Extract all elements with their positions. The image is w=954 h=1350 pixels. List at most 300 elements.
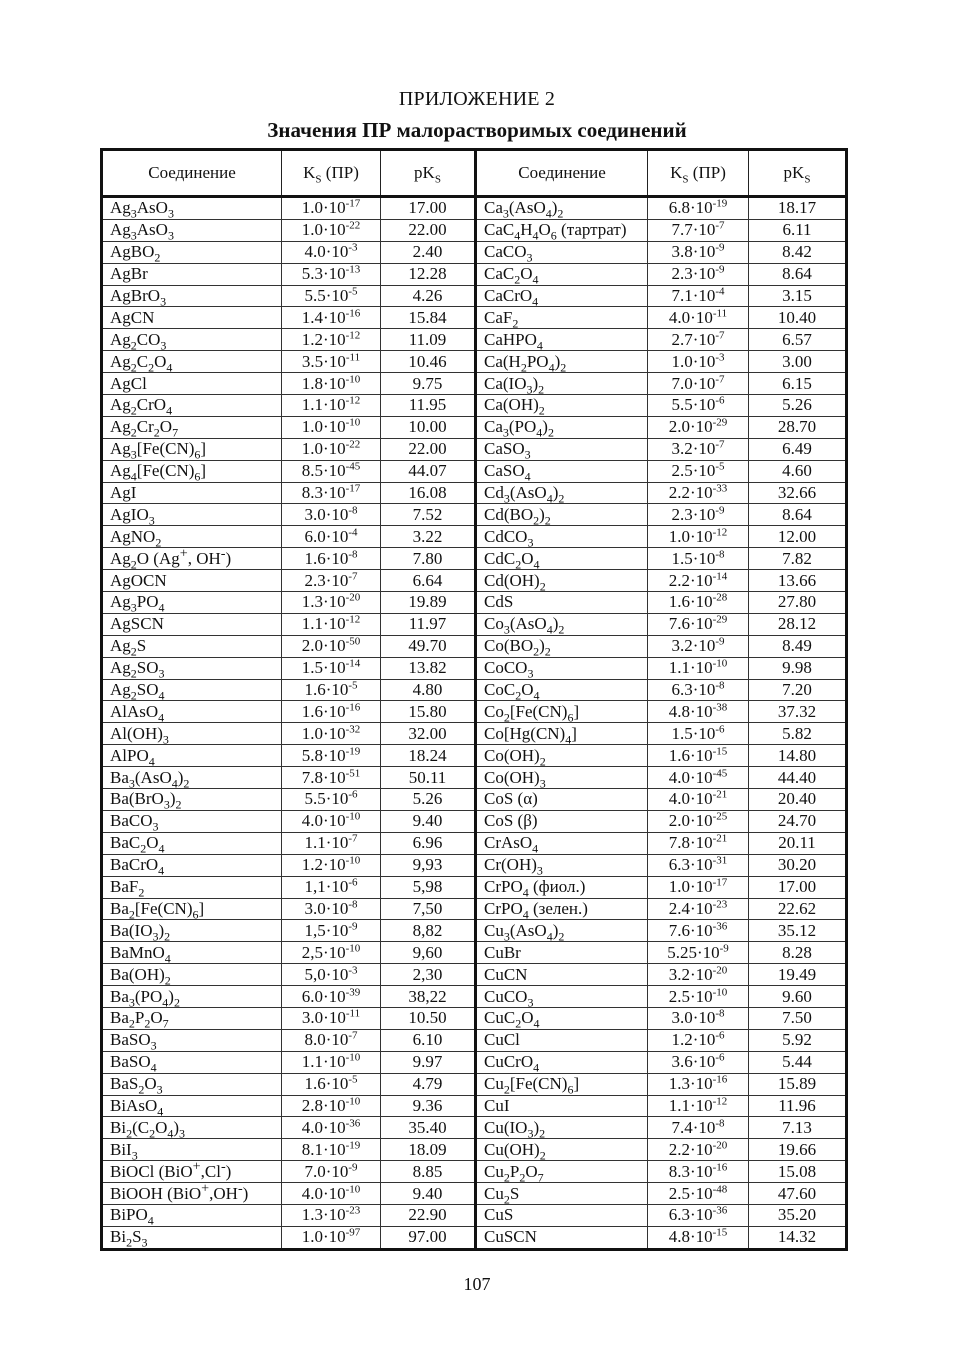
ks-cell: $1.6\cdot 10^{-5}$ <box>282 1073 381 1095</box>
table-row <box>102 416 847 438</box>
pks-cell: 8.28 <box>749 942 847 964</box>
compound-cell: $Ag_2SO_3$ <box>102 657 282 679</box>
ks-cell: $6.0\cdot 10^{-39}$ <box>282 986 381 1008</box>
pks-cell: 22.00 <box>381 219 476 241</box>
pks-cell: 9.97 <box>381 1051 476 1073</box>
pks-cell: 8.42 <box>749 241 847 263</box>
ks-cell: $2.5\cdot 10^{-5}$ <box>648 460 749 482</box>
table-row <box>102 657 847 679</box>
compound-cell: CoCO$_3$ <box>476 657 648 679</box>
compound-cell: $CdC_2O_4$ <box>476 548 648 570</box>
compound-cell: AgI <box>102 482 282 504</box>
ks-cell: $4.0\cdot 10^{-3}$ <box>282 241 381 263</box>
pks-cell: 11.97 <box>381 613 476 635</box>
table-row <box>102 241 847 263</box>
ks-cell: $8.5\cdot 10^{-45}$ <box>282 460 381 482</box>
ks-cell: $3.2\cdot 10^{-20}$ <box>648 964 749 986</box>
ks-cell: $4.0\cdot 10^{-21}$ <box>648 789 749 811</box>
ks-cell: $4.0\cdot 10^{-11}$ <box>648 307 749 329</box>
pks-cell: 14.80 <box>749 745 847 767</box>
ks-cell: $2.0\cdot 10^{-25}$ <box>648 810 749 832</box>
ks-cell: $1.1\cdot 10^{-12}$ <box>648 1095 749 1117</box>
ks-cell: $7.6\cdot 10^{-36}$ <box>648 920 749 942</box>
pks-cell: 2.40 <box>381 241 476 263</box>
ks-cell: $1.6\cdot 10^{-8}$ <box>282 548 381 570</box>
table-row <box>102 789 847 811</box>
ks-cell: $7.4\cdot 10^{-8}$ <box>648 1117 749 1139</box>
table-row <box>102 1139 847 1161</box>
ks-cell: $2.2\cdot 10^{-33}$ <box>648 482 749 504</box>
pks-cell: 32.00 <box>381 723 476 745</box>
ks-cell: $6.3\cdot 10^{-36}$ <box>648 1204 749 1226</box>
table-row <box>102 767 847 789</box>
table-row <box>102 263 847 285</box>
pks-cell: 17.00 <box>749 876 847 898</box>
pks-cell: 7.80 <box>381 548 476 570</box>
compound-cell: BiAsO$_4$ <box>102 1095 282 1117</box>
table-row <box>102 351 847 373</box>
solubility-table-container <box>100 148 845 1251</box>
table-row <box>102 1226 847 1249</box>
pks-cell: 4.80 <box>381 679 476 701</box>
ks-cell: $2.3\cdot 10^{-9}$ <box>648 263 749 285</box>
pks-cell: 17.00 <box>381 197 476 220</box>
compound-cell: $Ba_2P_2O_7$ <box>102 1007 282 1029</box>
compound-cell: $Cu(IO_3)_2$ <box>476 1117 648 1139</box>
compound-cell: $Ag_3AsO_3$ <box>102 197 282 220</box>
table-row <box>102 1161 847 1183</box>
compound-cell: AgBrO$_3$ <box>102 285 282 307</box>
compound-cell: $Ba(IO_3)_2$ <box>102 920 282 942</box>
table-row <box>102 197 847 220</box>
ks-cell: $1.0\cdot 10^{-32}$ <box>282 723 381 745</box>
pks-cell: 5.44 <box>749 1051 847 1073</box>
ks-cell: $2.7\cdot 10^{-7}$ <box>648 329 749 351</box>
compound-cell: $Ca_3(PO_4)_2$ <box>476 416 648 438</box>
pks-cell: 15.84 <box>381 307 476 329</box>
ks-cell: $1.0\cdot 10^{-97}$ <box>282 1226 381 1249</box>
pks-cell: 20.40 <box>749 789 847 811</box>
compound-cell: BaSO$_4$ <box>102 1051 282 1073</box>
compound-cell: $Ba(OH)_2$ <box>102 964 282 986</box>
compound-cell: $Co(OH)_3$ <box>476 767 648 789</box>
pks-cell: 9,93 <box>381 854 476 876</box>
ks-cell: $4.0\cdot 10^{-45}$ <box>648 767 749 789</box>
pks-cell: 7.20 <box>749 679 847 701</box>
pks-cell: 22.00 <box>381 438 476 460</box>
pks-cell: 9.40 <box>381 810 476 832</box>
pks-cell: 32.66 <box>749 482 847 504</box>
compound-cell: $Cr(OH)_3$ <box>476 854 648 876</box>
ks-cell: $7.0\cdot 10^{-9}$ <box>282 1161 381 1183</box>
pks-cell: 7.50 <box>749 1007 847 1029</box>
ks-cell: $1.2\cdot 10^{-6}$ <box>648 1029 749 1051</box>
table-row <box>102 810 847 832</box>
compound-cell: CuCrO$_4$ <box>476 1051 648 1073</box>
compound-cell: $Cd(OH)_2$ <box>476 570 648 592</box>
ks-cell: $1.5\cdot 10^{-8}$ <box>648 548 749 570</box>
compound-cell: BiPO$_4$ <box>102 1204 282 1226</box>
compound-cell: $Cd_3(AsO_4)_2$ <box>476 482 648 504</box>
ks-cell: $3.0\cdot 10^{-8}$ <box>648 1007 749 1029</box>
pks-cell: 12.00 <box>749 526 847 548</box>
compound-cell: BiOCl (BiO+,Cl-) <box>102 1161 282 1183</box>
ks-cell: $1.1\cdot 10^{-10}$ <box>648 657 749 679</box>
ks-cell: $4.0\cdot 10^{-36}$ <box>282 1117 381 1139</box>
ks-cell: $5,0\cdot 10^{-3}$ <box>282 964 381 986</box>
pks-cell: 49.70 <box>381 635 476 657</box>
table-row <box>102 526 847 548</box>
compound-cell: AgCl <box>102 373 282 395</box>
ks-cell: $1.1\cdot 10^{-12}$ <box>282 395 381 417</box>
pks-cell: 14.32 <box>749 1226 847 1249</box>
table-row <box>102 613 847 635</box>
compound-cell: $Co_3(AsO_4)_2$ <box>476 613 648 635</box>
ks-cell: $3.5\cdot 10^{-11}$ <box>282 351 381 373</box>
table-row <box>102 832 847 854</box>
pks-cell: 6.49 <box>749 438 847 460</box>
compound-cell: $Ag_4[Fe(CN)_6]$ <box>102 460 282 482</box>
table-row <box>102 679 847 701</box>
pks-cell: 11.95 <box>381 395 476 417</box>
ks-cell: $3.8\cdot 10^{-9}$ <box>648 241 749 263</box>
ks-cell: $1,1\cdot 10^{-6}$ <box>282 876 381 898</box>
compound-cell: AlPO$_4$ <box>102 745 282 767</box>
compound-cell: CaF$_2$ <box>476 307 648 329</box>
pks-cell: 7.52 <box>381 504 476 526</box>
compound-cell: $Ag_2C_2O_4$ <box>102 351 282 373</box>
table-row <box>102 504 847 526</box>
table-row <box>102 592 847 614</box>
compound-cell: $Ag_2O$ (Ag+, OH-) <box>102 548 282 570</box>
pks-cell: 6.15 <box>749 373 847 395</box>
compound-cell: BaCrO$_4$ <box>102 854 282 876</box>
column-header-compound: Соединение <box>476 150 648 197</box>
ks-cell: $6.0\cdot 10^{-4}$ <box>282 526 381 548</box>
ks-cell: $2.5\cdot 10^{-10}$ <box>648 986 749 1008</box>
compound-cell: $Ag_3AsO_3$ <box>102 219 282 241</box>
table-row <box>102 438 847 460</box>
ks-cell: $5.5\cdot 10^{-5}$ <box>282 285 381 307</box>
table-row <box>102 920 847 942</box>
compound-cell: AgBr <box>102 263 282 285</box>
ks-cell: $2.3\cdot 10^{-7}$ <box>282 570 381 592</box>
ks-cell: $1.2\cdot 10^{-10}$ <box>282 854 381 876</box>
pks-cell: 5.26 <box>381 789 476 811</box>
ks-cell: $1.2\cdot 10^{-12}$ <box>282 329 381 351</box>
ks-cell: $5.8\cdot 10^{-19}$ <box>282 745 381 767</box>
compound-cell: CuCN <box>476 964 648 986</box>
compound-cell: CaHPO$_4$ <box>476 329 648 351</box>
compound-cell: $Ca_3(AsO_4)_2$ <box>476 197 648 220</box>
compound-cell: CuSCN <box>476 1226 648 1249</box>
pks-cell: 20.11 <box>749 832 847 854</box>
pks-cell: 9.36 <box>381 1095 476 1117</box>
compound-cell: BiI$_3$ <box>102 1139 282 1161</box>
ks-cell: $1.0\cdot 10^{-22}$ <box>282 219 381 241</box>
compound-cell: $Cu_2S$ <box>476 1183 648 1205</box>
compound-cell: $Ag_2CrO_4$ <box>102 395 282 417</box>
ks-cell: $2.3\cdot 10^{-9}$ <box>648 504 749 526</box>
compound-cell: $Ba_3(AsO_4)_2$ <box>102 767 282 789</box>
table-row <box>102 1051 847 1073</box>
compound-cell: $Co[Hg(CN)_4]$ <box>476 723 648 745</box>
pks-cell: 47.60 <box>749 1183 847 1205</box>
pks-cell: 4.26 <box>381 285 476 307</box>
solubility-product-table <box>100 148 848 1251</box>
compound-cell: BaMnO$_4$ <box>102 942 282 964</box>
pks-cell: 35.40 <box>381 1117 476 1139</box>
table-header-row <box>102 150 847 197</box>
pks-cell: 35.20 <box>749 1204 847 1226</box>
table-row <box>102 1183 847 1205</box>
table-row <box>102 1007 847 1029</box>
column-header-ks: $K_S$ (ПР) <box>282 150 381 197</box>
pks-cell: 6.57 <box>749 329 847 351</box>
pks-cell: 7.13 <box>749 1117 847 1139</box>
ks-cell: $1.6\cdot 10^{-5}$ <box>282 679 381 701</box>
ks-cell: $2.0\cdot 10^{-50}$ <box>282 635 381 657</box>
compound-cell: AgOCN <box>102 570 282 592</box>
compound-cell: $Cu_2P_2O_7$ <box>476 1161 648 1183</box>
pks-cell: 13.82 <box>381 657 476 679</box>
ks-cell: $7.8\cdot 10^{-21}$ <box>648 832 749 854</box>
pks-cell: 7.82 <box>749 548 847 570</box>
ks-cell: $7.8\cdot 10^{-51}$ <box>282 767 381 789</box>
ks-cell: $8.3\cdot 10^{-17}$ <box>282 482 381 504</box>
compound-cell: $Cu(OH)_2$ <box>476 1139 648 1161</box>
compound-cell: AgSCN <box>102 613 282 635</box>
ks-cell: $3.0\cdot 10^{-11}$ <box>282 1007 381 1029</box>
pks-cell: 8.64 <box>749 504 847 526</box>
compound-cell: $BaC_2O_4$ <box>102 832 282 854</box>
table-row <box>102 898 847 920</box>
table-title: Значения ПР малорастворимых соединений <box>267 118 687 142</box>
compound-cell: $Ca(OH)_2$ <box>476 395 648 417</box>
compound-cell: CuI <box>476 1095 648 1117</box>
compound-cell: $Bi_2(C_2O_4)_3$ <box>102 1117 282 1139</box>
pks-cell: 11.09 <box>381 329 476 351</box>
ks-cell: $5.3\cdot 10^{-13}$ <box>282 263 381 285</box>
compound-cell: CaSO$_4$ <box>476 460 648 482</box>
compound-cell: CuS <box>476 1204 648 1226</box>
column-header-pks: $pK_S$ <box>749 150 847 197</box>
ks-cell: $3.2\cdot 10^{-9}$ <box>648 635 749 657</box>
pks-cell: 9.40 <box>381 1183 476 1205</box>
table-row <box>102 876 847 898</box>
table-row <box>102 219 847 241</box>
page-number: 107 <box>463 1274 491 1294</box>
compound-cell: CaSO$_3$ <box>476 438 648 460</box>
ks-cell: $4.8\cdot 10^{-38}$ <box>648 701 749 723</box>
table-row <box>102 854 847 876</box>
pks-cell: 16.08 <box>381 482 476 504</box>
pks-cell: 8,82 <box>381 920 476 942</box>
compound-cell: $Al(OH)_3$ <box>102 723 282 745</box>
compound-cell: BaCO$_3$ <box>102 810 282 832</box>
ks-cell: $6.3\cdot 10^{-31}$ <box>648 854 749 876</box>
pks-cell: 9.98 <box>749 657 847 679</box>
ks-cell: $2.5\cdot 10^{-48}$ <box>648 1183 749 1205</box>
pks-cell: 6.64 <box>381 570 476 592</box>
pks-cell: 9.60 <box>749 986 847 1008</box>
compound-cell: $Ba(BrO_3)_2$ <box>102 789 282 811</box>
table-row <box>102 723 847 745</box>
ks-cell: $1.0\cdot 10^{-17}$ <box>282 197 381 220</box>
table-row <box>102 986 847 1008</box>
pks-cell: 24.70 <box>749 810 847 832</box>
ks-cell: $1.3\cdot 10^{-20}$ <box>282 592 381 614</box>
pks-cell: 5.26 <box>749 395 847 417</box>
pks-cell: 3.00 <box>749 351 847 373</box>
ks-cell: $1.6\cdot 10^{-15}$ <box>648 745 749 767</box>
pks-cell: 6.96 <box>381 832 476 854</box>
pks-cell: 6.11 <box>749 219 847 241</box>
compound-cell: $Cu_3(AsO_4)_2$ <box>476 920 648 942</box>
pks-cell: 15.89 <box>749 1073 847 1095</box>
pks-cell: 44.40 <box>749 767 847 789</box>
pks-cell: 27.80 <box>749 592 847 614</box>
ks-cell: $6.8\cdot 10^{-19}$ <box>648 197 749 220</box>
compound-cell: AgNO$_2$ <box>102 526 282 548</box>
column-header-ks: $K_S$ (ПР) <box>648 150 749 197</box>
ks-cell: $1.5\cdot 10^{-14}$ <box>282 657 381 679</box>
pks-cell: 5,98 <box>381 876 476 898</box>
table-row <box>102 964 847 986</box>
ks-cell: $3.0\cdot 10^{-8}$ <box>282 504 381 526</box>
table-row <box>102 285 847 307</box>
compound-cell: $Ag_2SO_4$ <box>102 679 282 701</box>
compound-cell: CoS (β) <box>476 810 648 832</box>
pks-cell: 28.70 <box>749 416 847 438</box>
ks-cell: $4.0\cdot 10^{-10}$ <box>282 1183 381 1205</box>
ks-cell: $7.7\cdot 10^{-7}$ <box>648 219 749 241</box>
pks-cell: 15.80 <box>381 701 476 723</box>
ks-cell: $1.0\cdot 10^{-3}$ <box>648 351 749 373</box>
compound-cell: BiOOH (BiO+,OH-) <box>102 1183 282 1205</box>
compound-cell: $Cu_2[Fe(CN)_6]$ <box>476 1073 648 1095</box>
ks-cell: $5.25\cdot 10^{-9}$ <box>648 942 749 964</box>
pks-cell: 50.11 <box>381 767 476 789</box>
compound-cell: $Co(BO_2)_2$ <box>476 635 648 657</box>
pks-cell: 15.08 <box>749 1161 847 1183</box>
ks-cell: $1.0\cdot 10^{-12}$ <box>648 526 749 548</box>
pks-cell: 13.66 <box>749 570 847 592</box>
ks-cell: $1.8\cdot 10^{-10}$ <box>282 373 381 395</box>
pks-cell: 37.32 <box>749 701 847 723</box>
compound-cell: $CaC_4H_4O_6$ (тартрат) <box>476 219 648 241</box>
compound-cell: AgBO$_2$ <box>102 241 282 263</box>
pks-cell: 5.82 <box>749 723 847 745</box>
table-row <box>102 635 847 657</box>
compound-cell: $Ca(IO_3)_2$ <box>476 373 648 395</box>
pks-cell: 4.60 <box>749 460 847 482</box>
column-header-compound: Соединение <box>102 150 282 197</box>
pks-cell: 22.62 <box>749 898 847 920</box>
ks-cell: $1.0\cdot 10^{-22}$ <box>282 438 381 460</box>
ks-cell: $7.1\cdot 10^{-4}$ <box>648 285 749 307</box>
compound-cell: $Ag_3PO_4$ <box>102 592 282 614</box>
compound-cell: CuBr <box>476 942 648 964</box>
ks-cell: $1,5\cdot 10^{-9}$ <box>282 920 381 942</box>
compound-cell: $Ca(H_2PO_4)_2$ <box>476 351 648 373</box>
pks-cell: 3.22 <box>381 526 476 548</box>
ks-cell: $1.3\cdot 10^{-16}$ <box>648 1073 749 1095</box>
table-row <box>102 570 847 592</box>
table-row <box>102 701 847 723</box>
compound-cell: $CoC_2O_4$ <box>476 679 648 701</box>
table-row <box>102 1073 847 1095</box>
pks-cell: 44.07 <box>381 460 476 482</box>
pks-cell: 8.64 <box>749 263 847 285</box>
compound-cell: $Ba_2[Fe(CN)_6]$ <box>102 898 282 920</box>
compound-cell: CrPO$_4$ (зелен.) <box>476 898 648 920</box>
compound-cell: CdS <box>476 592 648 614</box>
pks-cell: 5.92 <box>749 1029 847 1051</box>
ks-cell: $2,5\cdot 10^{-10}$ <box>282 942 381 964</box>
ks-cell: $8.1\cdot 10^{-19}$ <box>282 1139 381 1161</box>
ks-cell: $3.6\cdot 10^{-6}$ <box>648 1051 749 1073</box>
compound-cell: $Ag_2S$ <box>102 635 282 657</box>
table-row <box>102 1095 847 1117</box>
compound-cell: $CuC_2O_4$ <box>476 1007 648 1029</box>
compound-cell: CaCrO$_4$ <box>476 285 648 307</box>
ks-cell: $7.0\cdot 10^{-7}$ <box>648 373 749 395</box>
column-header-pks: $pK_S$ <box>381 150 476 197</box>
pks-cell: 19.49 <box>749 964 847 986</box>
compound-cell: $Co_2[Fe(CN)_6]$ <box>476 701 648 723</box>
pks-cell: 22.90 <box>381 1204 476 1226</box>
table-row <box>102 329 847 351</box>
pks-cell: 8.49 <box>749 635 847 657</box>
compound-cell: $CaC_2O_4$ <box>476 263 648 285</box>
pks-cell: 97.00 <box>381 1226 476 1249</box>
appendix-heading: ПРИЛОЖЕНИЕ 2 <box>398 88 556 110</box>
ks-cell: $3.2\cdot 10^{-7}$ <box>648 438 749 460</box>
pks-cell: 10.46 <box>381 351 476 373</box>
compound-cell: CuCO$_3$ <box>476 986 648 1008</box>
table-row <box>102 1117 847 1139</box>
pks-cell: 19.66 <box>749 1139 847 1161</box>
pks-cell: 8.85 <box>381 1161 476 1183</box>
table-row <box>102 1204 847 1226</box>
table-row <box>102 460 847 482</box>
compound-cell: BaSO$_3$ <box>102 1029 282 1051</box>
ks-cell: $1.1\cdot 10^{-10}$ <box>282 1051 381 1073</box>
compound-cell: $BaS_2O_3$ <box>102 1073 282 1095</box>
pks-cell: 28.12 <box>749 613 847 635</box>
ks-cell: $1.4\cdot 10^{-16}$ <box>282 307 381 329</box>
ks-cell: $8.3\cdot 10^{-16}$ <box>648 1161 749 1183</box>
compound-cell: $Ag_2CO_3$ <box>102 329 282 351</box>
compound-cell: $Cd(BO_2)_2$ <box>476 504 648 526</box>
table-row <box>102 1029 847 1051</box>
ks-cell: $2.2\cdot 10^{-14}$ <box>648 570 749 592</box>
ks-cell: $2.2\cdot 10^{-20}$ <box>648 1139 749 1161</box>
table-row <box>102 307 847 329</box>
ks-cell: $3.0\cdot 10^{-8}$ <box>282 898 381 920</box>
compound-cell: AlAsO$_4$ <box>102 701 282 723</box>
ks-cell: $1.6\cdot 10^{-28}$ <box>648 592 749 614</box>
compound-cell: CoS (α) <box>476 789 648 811</box>
pks-cell: 18.24 <box>381 745 476 767</box>
pks-cell: 12.28 <box>381 263 476 285</box>
compound-cell: $Co(OH)_2$ <box>476 745 648 767</box>
ks-cell: $2.8\cdot 10^{-10}$ <box>282 1095 381 1117</box>
compound-cell: $Bi_2S_3$ <box>102 1226 282 1249</box>
ks-cell: $4.8\cdot 10^{-15}$ <box>648 1226 749 1249</box>
ks-cell: $1.6\cdot 10^{-16}$ <box>282 701 381 723</box>
